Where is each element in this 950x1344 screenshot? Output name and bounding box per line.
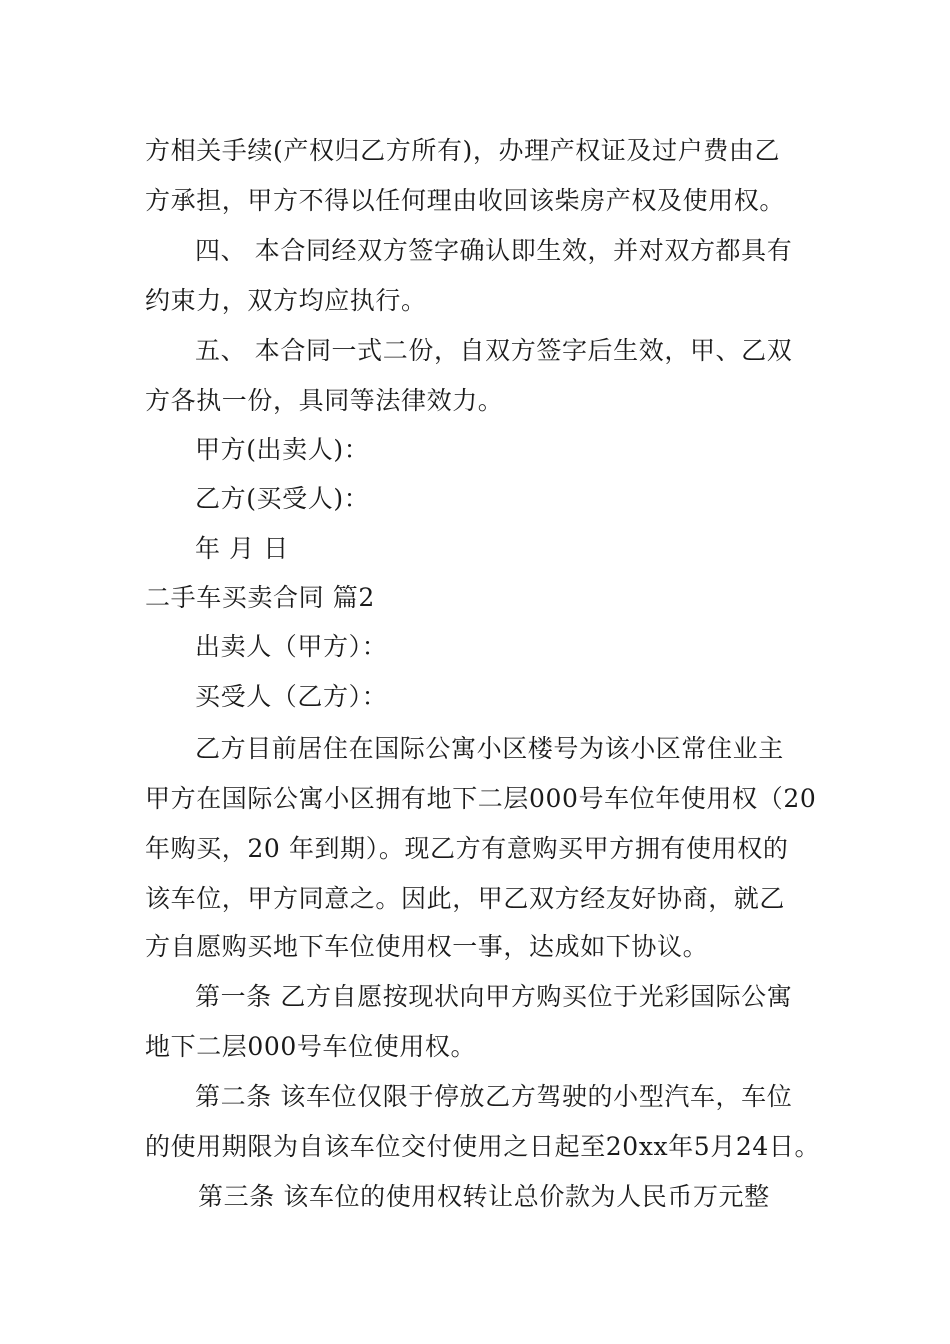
clause-five: 五、 本合同一式二份，自双方签字后生效，甲、乙双	[195, 336, 793, 365]
article-two: 第二条 该车位仅限于停放乙方驾驶的小型汽车，车位	[195, 1082, 793, 1111]
section-heading: 二手车买卖合同 篇2	[145, 583, 375, 612]
text-line: 乙方目前居住在国际公寓小区楼号为该小区常住业主	[195, 734, 784, 763]
text-line: 方自愿购买地下车位使用权一事，达成如下协议。	[145, 932, 709, 961]
text-line: 地下二层000号车位使用权。	[145, 1032, 477, 1061]
text-line: 方承担，甲方不得以任何理由收回该柴房产权及使用权。	[145, 186, 786, 215]
text-line: 约束力，双方均应执行。	[145, 286, 427, 315]
party-b-buyer-signature: 乙方(买受人)：	[195, 484, 370, 513]
text-line: 的使用期限为自该车位交付使用之日起至20xx年5月24日。	[145, 1132, 821, 1161]
text-line: 甲方在国际公寓小区拥有地下二层000号车位年使用权（20	[145, 784, 817, 813]
party-a-seller-signature: 甲方(出卖人)：	[195, 435, 370, 464]
text-line: 年购买，20 年到期）。现乙方有意购买甲方拥有使用权的	[145, 834, 789, 863]
clause-four: 四、 本合同经双方签字确认即生效，并对双方都具有	[195, 236, 793, 265]
text-line: 该车位，甲方同意之。因此，甲乙双方经友好协商，就乙	[145, 884, 786, 913]
seller-party-a: 出卖人（甲方）：	[195, 632, 388, 661]
signature-date: 年 月 日	[195, 534, 289, 563]
text-line: 方相关手续(产权归乙方所有)，办理产权证及过户费由乙	[145, 136, 781, 165]
article-three: 第三条 该车位的使用权转让总价款为人民币万元整	[198, 1182, 770, 1211]
buyer-party-b: 买受人（乙方）：	[195, 682, 388, 711]
text-line: 方各执一份，具同等法律效力。	[145, 386, 504, 415]
article-one: 第一条 乙方自愿按现状向甲方购买位于光彩国际公寓	[195, 982, 793, 1011]
